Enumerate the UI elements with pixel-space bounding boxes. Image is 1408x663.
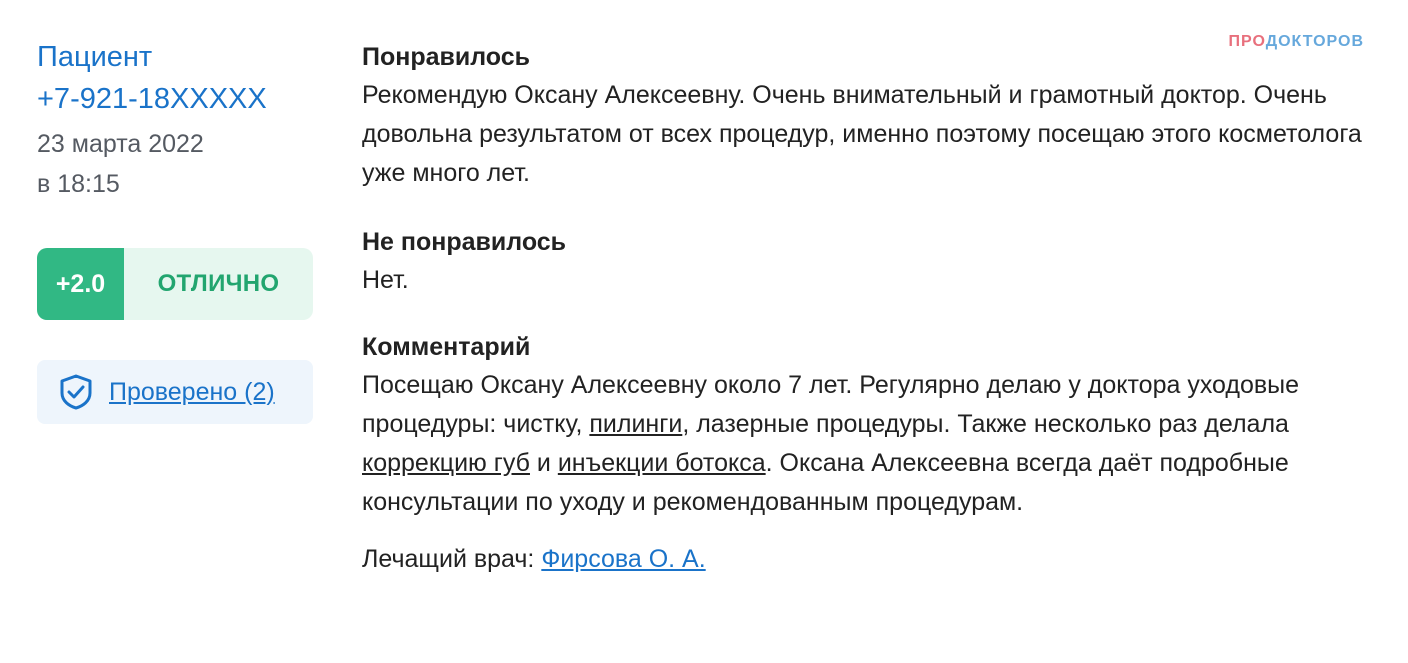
review-content <box>362 38 1372 579</box>
verified-badge[interactable] <box>37 360 313 424</box>
comment-text-part-1: Посещаю Оксану Алексеевну около 7 лет. Регулярно делаю у доктора уходовые процедуры: чистку, <box>362 371 1300 438</box>
shield-check-icon <box>57 373 95 411</box>
liked-title: Понравилось <box>362 43 531 71</box>
comment-text <box>362 366 1372 522</box>
treating-doctor-label: Лечащий врач: <box>362 545 542 573</box>
disliked-section <box>362 223 1372 300</box>
disliked-text: Нет. <box>362 266 409 294</box>
rating-label: ОТЛИЧНО <box>157 270 280 297</box>
review-date-time: в 18:15 <box>37 170 120 198</box>
link-botox-injections[interactable]: инъекции ботокса <box>557 449 766 477</box>
liked-text: Рекомендую Оксану Алексеевну. Очень внимательный и грамотный доктор. Очень довольна результатом от всех процедур, именно поэтому посещаю этого косметолога уже много лет. <box>362 81 1362 187</box>
disliked-title: Не понравилось <box>362 228 567 256</box>
review-author-block <box>37 36 317 204</box>
review-date-day: 23 марта 2022 <box>37 130 204 158</box>
author-phone[interactable]: +7-921-18XXXXX <box>37 83 267 115</box>
rating-badge <box>37 248 313 320</box>
verified-link[interactable]: Проверено (2) <box>109 377 275 406</box>
treating-doctor <box>362 540 1372 579</box>
brand-logo-part-2: ДОКТОРОВ <box>1265 33 1364 50</box>
comment-text-end: . Оксана Алексеевна всегда даёт подробные консультации по уходу и рекомендованным процедурам. <box>362 449 1289 516</box>
treating-doctor-link[interactable]: Фирсова О. А. <box>541 545 706 573</box>
comment-text-part-2: , лазерные процедуры. Также несколько раз делала <box>682 410 1289 438</box>
review-date <box>37 124 317 204</box>
link-lip-correction[interactable]: коррекцию губ <box>362 449 530 477</box>
rating-score: +2.0 <box>37 248 124 320</box>
comment-section <box>362 328 1372 522</box>
brand-logo-part-1: ПРО <box>1228 33 1266 50</box>
liked-section <box>362 38 1372 193</box>
comment-text-and: и <box>529 449 558 477</box>
comment-title: Комментарий <box>362 333 531 361</box>
author-name[interactable] <box>37 36 317 120</box>
link-peeling[interactable]: пилинги <box>589 410 683 438</box>
author-line-1[interactable]: Пациент <box>37 41 153 73</box>
